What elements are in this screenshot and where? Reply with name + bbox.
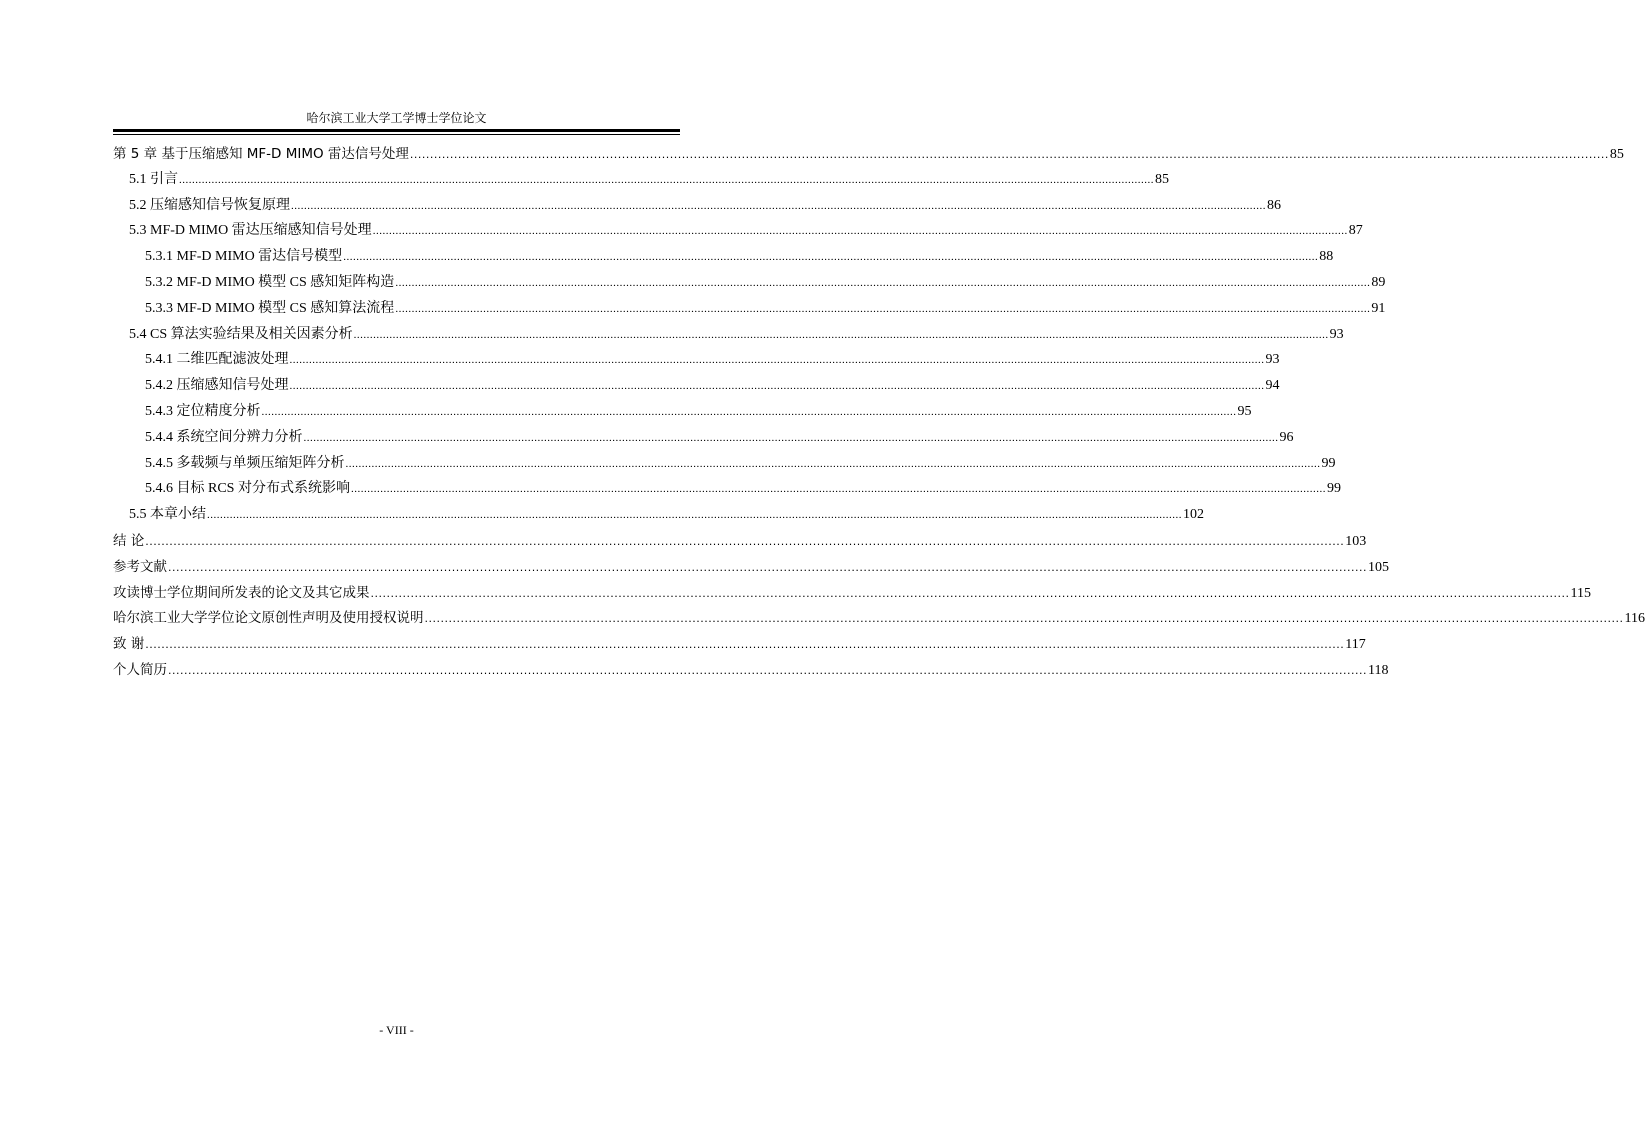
toc-entry[interactable] [145, 271, 1386, 295]
toc-leader-dots: ............................................................................................................................................................................................................................................................................................................ [179, 173, 1154, 186]
toc-entry-label: 5.3 MF-D MIMO 雷达压缩感知信号处理 [129, 223, 372, 239]
toc-entry-page: 96 [1279, 429, 1294, 445]
toc-entry-label: 5.3.1 MF-D MIMO 雷达信号模型 [145, 249, 343, 265]
toc-entry-page: 118 [1367, 663, 1389, 678]
toc-leader-dots: ............................................................................................................................................................................................................................................................................................................ [303, 431, 1279, 444]
toc-entry-page: 88 [1319, 249, 1334, 265]
header-rule-thin [113, 134, 680, 135]
toc-entry-page: 87 [1348, 223, 1363, 239]
toc-entry[interactable] [129, 219, 1363, 243]
toc-entry-page: 93 [1329, 326, 1344, 342]
toc-leader-dots: ............................................................................................................................................................................................................................................................................................................ [395, 277, 1371, 289]
toc-entry[interactable] [145, 477, 1341, 501]
toc-leader-dots: ............................................................................................................................................................................................................................................................................................................ [168, 560, 1367, 574]
toc-entry[interactable] [145, 348, 1280, 372]
toc-entry[interactable] [113, 142, 1624, 166]
toc-leader-dots: ............................................................................................................................................................................................................................................................................................................ [424, 612, 1624, 626]
toc-leader-dots: ............................................................................................................................................................................................................................................................................................................ [289, 380, 1265, 393]
header-rule-thick [113, 129, 680, 132]
toc-entry-label: 5.4.5 多载频与单频压缩矩阵分析 [145, 455, 345, 471]
toc-entry-label: 致 谢 [113, 636, 145, 653]
toc-entry[interactable] [113, 555, 1389, 579]
toc-entry[interactable] [145, 374, 1280, 398]
toc-entry-label: 5.4.2 压缩感知信号处理 [145, 378, 289, 394]
toc-entry-label: 5.4.4 系统空间分辨力分析 [145, 429, 303, 445]
toc-entry-page: 102 [1183, 507, 1204, 523]
toc-entry[interactable] [129, 323, 1344, 347]
toc-entry-page: 103 [1345, 534, 1367, 549]
toc-entry[interactable] [113, 606, 1645, 630]
toc-entry[interactable] [113, 529, 1367, 553]
toc-entry[interactable] [145, 426, 1294, 450]
toc-entry-label: 个人简历 [113, 662, 167, 678]
toc-entry[interactable] [129, 503, 1204, 527]
toc-leader-dots: ............................................................................................................................................................................................................................................................................................................ [345, 457, 1321, 470]
toc-entry[interactable] [113, 658, 1389, 682]
toc-entry-label: 5.3.3 MF-D MIMO 模型 CS 感知算法流程 [145, 300, 395, 316]
toc-entry-page: 105 [1367, 559, 1389, 575]
toc-entry-label: 5.5 本章小结 [129, 507, 206, 523]
toc-leader-dots: ............................................................................................................................................................................................................................................................................................................ [350, 483, 1326, 496]
toc-entry-label: 参考文献 [113, 558, 167, 575]
toc-entry-label: 结 论 [113, 533, 145, 549]
toc-leader-dots: ............................................................................................................................................................................................................................................................................................................ [291, 199, 1266, 212]
toc-entry-label: 5.4.1 二维匹配滤波处理 [145, 352, 289, 368]
toc-entry[interactable] [113, 581, 1591, 605]
toc-leader-dots: ............................................................................................................................................................................................................................................................................................................ [261, 406, 1237, 418]
toc-entry[interactable] [129, 168, 1169, 192]
toc-leader-dots: ............................................................................................................................................................................................................................................................................................................ [370, 586, 1570, 600]
toc-leader-dots: ............................................................................................................................................................................................................................................................................................................ [207, 509, 1182, 522]
toc-leader-dots: ............................................................................................................................................................................................................................................................................................................ [145, 535, 1345, 548]
toc-entry-page: 85 [1609, 147, 1624, 162]
toc-leader-dots: ............................................................................................................................................................................................................................................................................................................ [168, 664, 1367, 677]
toc-entry-page: 94 [1265, 378, 1280, 394]
toc-entry-label: 第 5 章 基于压缩感知 MF-D MIMO 雷达信号处理 [113, 146, 409, 162]
toc-entry-page: 99 [1321, 455, 1336, 471]
toc-leader-dots: ............................................................................................................................................................................................................................................................................................................ [343, 251, 1319, 264]
toc-entry-label: 攻读博士学位期间所发表的论文及其它成果 [113, 584, 370, 601]
toc-entry[interactable] [145, 245, 1334, 269]
toc-entry-label: 5.2 压缩感知信号恢复原理 [129, 197, 290, 213]
header-title: 哈尔滨工业大学工学博士学位论文 [306, 111, 487, 125]
toc-entry[interactable] [113, 632, 1366, 656]
toc-leader-dots: ............................................................................................................................................................................................................................................................................................................ [372, 225, 1348, 238]
toc-entry-page: 115 [1570, 585, 1591, 601]
toc-entry-page: 116 [1624, 611, 1645, 627]
toc-leader-dots: ............................................................................................................................................................................................................................................................................................................ [395, 302, 1371, 315]
page-number: - VIII - [379, 1023, 414, 1037]
toc-entry-page: 89 [1371, 275, 1386, 290]
toc-entry-label: 哈尔滨工业大学学位论文原创性声明及使用授权说明 [113, 610, 424, 627]
toc-entry-page: 99 [1326, 481, 1341, 497]
toc-entry-page: 86 [1267, 197, 1281, 213]
toc-entry-label: 5.4.3 定位精度分析 [145, 404, 261, 419]
toc-leader-dots: ............................................................................................................................................................................................................................................................................................................ [289, 354, 1265, 367]
toc-leader-dots: ............................................................................................................................................................................................................................................................................................................ [409, 148, 1609, 161]
toc-entry[interactable] [145, 400, 1252, 424]
toc-leader-dots: ............................................................................................................................................................................................................................................................................................................ [145, 638, 1345, 652]
toc-entry[interactable] [129, 194, 1281, 218]
toc-entry-label: 5.1 引言 [129, 171, 178, 187]
toc-entry[interactable] [145, 452, 1336, 476]
toc-entry[interactable] [145, 297, 1386, 321]
toc-entry-page: 85 [1155, 171, 1169, 187]
toc-entry-label: 5.3.2 MF-D MIMO 模型 CS 感知矩阵构造 [145, 275, 395, 290]
toc-entry-page: 95 [1237, 404, 1252, 419]
toc-entry-page: 93 [1265, 352, 1280, 368]
toc-leader-dots: ............................................................................................................................................................................................................................................................................................................ [353, 328, 1329, 341]
toc-entry-page: 91 [1371, 300, 1386, 316]
toc-entry-page: 117 [1345, 637, 1366, 653]
toc-entry-label: 5.4.6 目标 RCS 对分布式系统影响 [145, 481, 350, 497]
toc-entry-label: 5.4 CS 算法实验结果及相关因素分析 [129, 326, 353, 342]
